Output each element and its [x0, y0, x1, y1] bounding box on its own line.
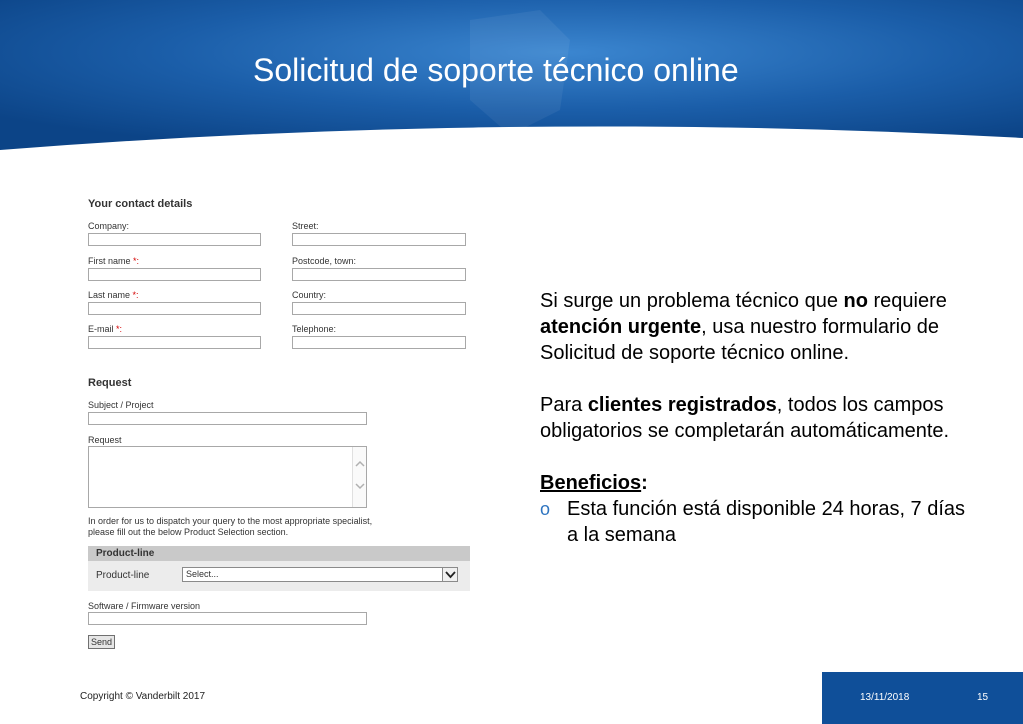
- header-banner: [0, 0, 1023, 160]
- request-label: Request: [88, 435, 122, 445]
- subject-label: Subject / Project: [88, 400, 154, 410]
- request-textarea[interactable]: [88, 446, 367, 508]
- select-dropdown-button[interactable]: [442, 568, 457, 581]
- email-label: E-mail *:: [88, 324, 123, 334]
- first-name-input[interactable]: [88, 268, 261, 281]
- send-button[interactable]: Send: [88, 635, 115, 649]
- textarea-scrollbar[interactable]: [352, 447, 366, 507]
- dispatch-note-line2: please fill out the below Product Selection section.: [88, 527, 289, 537]
- last-name-input[interactable]: [88, 302, 261, 315]
- page-number: 15: [977, 692, 989, 703]
- postcode-input[interactable]: [292, 268, 466, 281]
- first-name-label: First name *:: [88, 256, 140, 266]
- country-label: Country:: [292, 290, 327, 300]
- subject-input[interactable]: [88, 412, 367, 425]
- product-line-row: [88, 561, 470, 591]
- software-input[interactable]: [88, 612, 367, 625]
- footer-bar: [822, 672, 1023, 724]
- chevron-down-icon[interactable]: [355, 481, 365, 491]
- postcode-label: Postcode, town:: [292, 256, 357, 266]
- bullet-circle-icon: o: [540, 499, 551, 519]
- request-heading: Request: [88, 377, 132, 389]
- last-name-label: Last name *:: [88, 290, 139, 300]
- product-line-label: Product-line: [96, 570, 150, 581]
- copyright-text: Copyright © Vanderbilt 2017: [80, 691, 206, 702]
- company-label: Company:: [88, 221, 130, 231]
- telephone-input[interactable]: [292, 336, 466, 349]
- product-line-select[interactable]: [182, 567, 458, 582]
- footer-date: 13/11/2018: [860, 692, 910, 703]
- paragraph-urgent: Si surge un problema técnico que no requiere atención urgente, usa nuestro formulario de Solicitud de soporte técnico online.: [540, 290, 947, 364]
- company-input[interactable]: [88, 233, 261, 246]
- benefits-heading: Beneficios:: [540, 472, 648, 494]
- contact-details-heading: Your contact details: [88, 198, 193, 210]
- body-text: [540, 288, 980, 548]
- email-input[interactable]: [88, 336, 261, 349]
- required-marker: *:: [116, 324, 123, 334]
- paragraph-registered: Para clientes registrados, todos los campos obligatorios se completarán automáticamente.: [540, 394, 950, 442]
- software-label: Software / Firmware version: [88, 601, 201, 611]
- country-input[interactable]: [292, 302, 466, 315]
- support-form: [80, 190, 480, 660]
- product-line-header: Product-line: [88, 546, 470, 561]
- required-marker: *:: [132, 290, 139, 300]
- required-marker: *:: [133, 256, 140, 266]
- street-label: Street:: [292, 221, 319, 231]
- telephone-label: Telephone:: [292, 324, 337, 334]
- chevron-up-icon[interactable]: [355, 459, 365, 469]
- benefit-item: o Esta función está disponible 24 horas, 7 días a la semana: [540, 498, 966, 546]
- chevron-down-icon: [443, 568, 458, 581]
- product-line-select-value: Select...: [186, 569, 219, 579]
- dispatch-note-line1: In order for us to dispatch your query to the most appropriate specialist,: [88, 516, 373, 526]
- slide-title: Solicitud de soporte técnico online: [253, 52, 739, 88]
- street-input[interactable]: [292, 233, 466, 246]
